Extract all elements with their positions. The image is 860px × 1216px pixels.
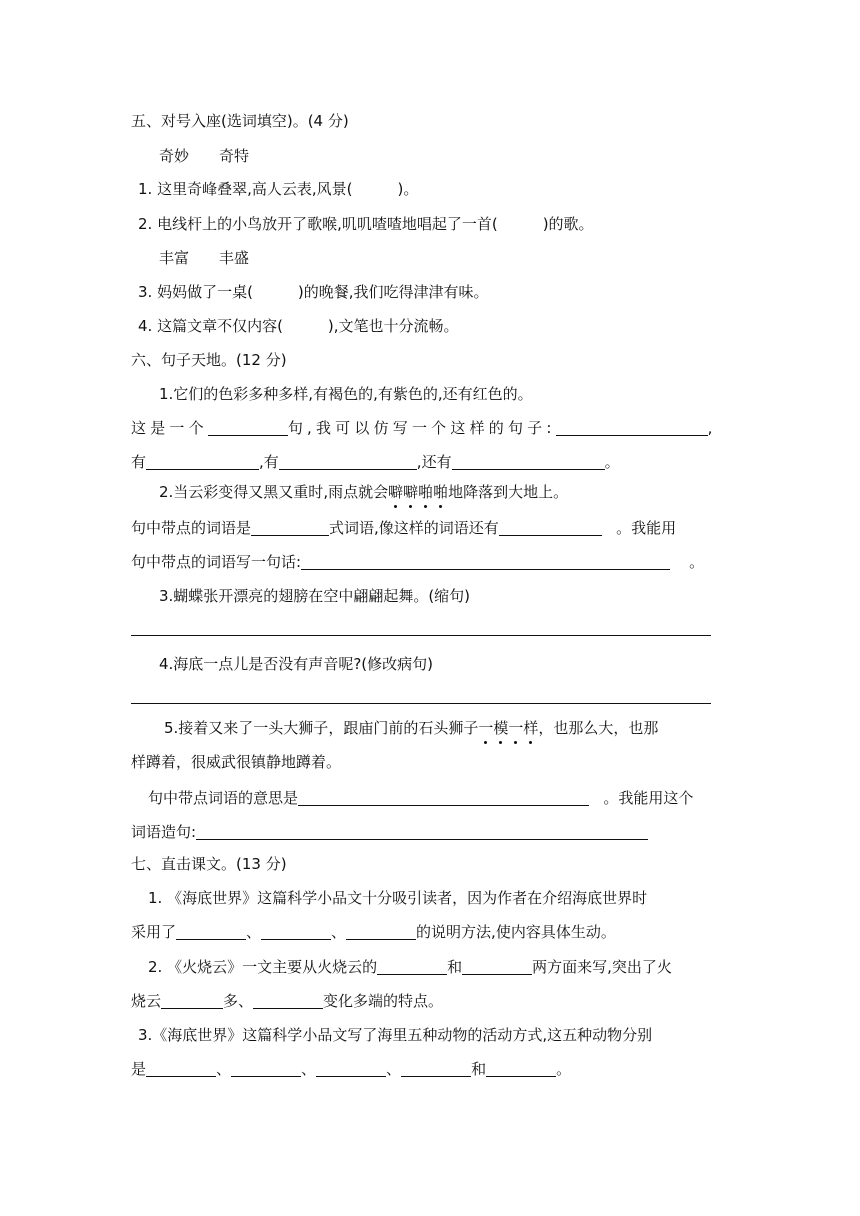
s6-q1-answer-line-1	[131, 418, 717, 438]
blank-aspect-1[interactable]	[377, 958, 447, 975]
dotted-char: 啪	[433, 483, 449, 501]
blank-word-meaning[interactable]	[298, 789, 589, 806]
s6-q5-answer-line-2	[131, 822, 648, 842]
blank-sentence-type[interactable]	[208, 419, 288, 436]
blank-write-sentence[interactable]	[301, 553, 670, 570]
s7q2-a1-text: 烧云	[131, 992, 162, 1010]
s5-question-3: 3. 妈妈做了一桌( )的晚餐,我们吃得津津有味。	[138, 283, 489, 301]
s7q3-a2-text: 、	[216, 1060, 232, 1078]
word-choices-1: 奇妙 奇特	[159, 147, 250, 165]
blank-method-2[interactable]	[261, 923, 331, 940]
blank-animal-5[interactable]	[486, 1060, 556, 1077]
q1-b3-text: ,还有	[416, 453, 452, 471]
s7-q2-answer-line	[131, 991, 443, 1011]
q2-post-text: 地降落到大地上。	[448, 483, 569, 501]
dotted-char: 噼	[388, 483, 404, 501]
dotted-char: 一	[508, 719, 524, 737]
blank-word-form[interactable]	[251, 519, 329, 536]
blank-animal-4[interactable]	[401, 1060, 471, 1077]
s7q3-a6-text: 。	[556, 1060, 572, 1078]
q2-a3-text: 。我能用	[616, 519, 677, 537]
q2-pre-text: 2.当云彩变得又黑又重时,雨点就会	[159, 483, 389, 501]
blank-make-sentence[interactable]	[196, 823, 648, 840]
s6-q5-answer-line-1	[148, 788, 693, 808]
s6-question-4: 4.海底一点儿是否没有声音呢?(修改病句)	[159, 655, 433, 673]
s6-q2-answer-line-1	[131, 518, 676, 538]
dotted-char: 噼	[403, 483, 419, 501]
s6-question-1: 1.它们的色彩多种多样,有褐色的,有紫色的,还有红色的。	[159, 385, 533, 403]
s7q3-a3-text: 、	[301, 1060, 317, 1078]
q5-post-text: ，也那么大，也那	[538, 719, 659, 737]
s7q2-a3-text: 变化多端的特点。	[323, 992, 444, 1010]
section-7-title: 七、直击课文。(13 分)	[131, 855, 287, 873]
s7q3-a5-text: 和	[471, 1060, 487, 1078]
s7-q1-answer-line	[131, 922, 616, 942]
s7q1-a3-text: 、	[331, 923, 347, 941]
blank-you-1[interactable]	[146, 453, 259, 470]
q5-pre-text: 5.接着又来了一头大狮子，跟庙门前的石头狮子	[164, 719, 479, 737]
s7-question-2	[148, 957, 672, 977]
section-6-title: 六、句子天地。(12 分)	[131, 351, 287, 369]
q1-b2-text: ,有	[259, 453, 279, 471]
q2-a1-text: 句中带点的词语是	[131, 519, 252, 537]
blank-method-1[interactable]	[176, 923, 246, 940]
dotted-char: 啪	[418, 483, 434, 501]
s7q1-a2-text: 、	[246, 923, 262, 941]
blank-animal-2[interactable]	[231, 1060, 301, 1077]
q1-b1-text: 有	[131, 453, 147, 471]
blank-feature-1[interactable]	[161, 992, 223, 1009]
blank-animal-1[interactable]	[146, 1060, 216, 1077]
s6-question-2	[159, 482, 568, 502]
q2-b1-text: 句中带点的词语写一句话:	[131, 553, 302, 571]
s5-question-2: 2. 电线杆上的小鸟放开了歌喉,叽叽喳喳地唱起了一首( )的歌。	[138, 215, 594, 233]
s7q1-a1-text: 采用了	[131, 923, 177, 941]
s5-question-1: 1. 这里奇峰叠翠,高人云表,风景( )。	[138, 180, 419, 198]
s7q2-l1c-text: 两方面来写,突出了火	[532, 958, 672, 976]
word-choices-2: 丰富 丰盛	[159, 249, 250, 267]
s7-question-1: 1. 《海底世界》这篇科学小品文十分吸引读者，因为作者在介绍海底世界时	[148, 889, 648, 907]
s6-question-5-line-2: 样蹲着，很威武很镇静地蹲着。	[131, 753, 342, 771]
s7q2-l1a-text: 2. 《火烧云》一文主要从火烧云的	[148, 958, 378, 976]
q5-a2-text: 。我能用这个	[603, 789, 694, 807]
section-5-title: 五、对号入座(选词填空)。(4 分)	[131, 112, 349, 130]
blank-imitation-sentence[interactable]	[556, 419, 708, 436]
blank-similar-words[interactable]	[499, 519, 602, 536]
s7q3-a4-text: 、	[386, 1060, 402, 1078]
dotted-char: 样	[523, 719, 539, 737]
answer-line-correct-sentence[interactable]	[131, 703, 711, 704]
s7q3-a1-text: 是	[131, 1060, 147, 1078]
q5-a1-text: 句中带点词语的意思是	[148, 789, 299, 807]
blank-animal-3[interactable]	[316, 1060, 386, 1077]
blank-method-3[interactable]	[346, 923, 416, 940]
s6-question-5	[164, 718, 658, 738]
dotted-char: 模	[493, 719, 509, 737]
s6-q1-answer-line-2	[131, 452, 620, 472]
s7q2-a2-text: 多、	[223, 992, 254, 1010]
blank-haiyou[interactable]	[452, 453, 605, 470]
q1-a2-text: 句,我可以仿写一个这样的句子:	[287, 419, 556, 437]
s7-question-3: 3.《海底世界》这篇科学小品文写了海里五种动物的活动方式,这五种动物分别	[138, 1026, 653, 1044]
q1-a1-text: 这是一个	[131, 419, 208, 437]
q1-b4-text: 。	[604, 453, 620, 471]
s7q2-l1b-text: 和	[447, 958, 463, 976]
s6-q2-answer-line-2	[131, 552, 704, 572]
q2-b2-text: 。	[689, 553, 705, 571]
q2-a2-text: 式词语,像这样的词语还有	[329, 519, 499, 537]
blank-feature-2[interactable]	[253, 992, 323, 1009]
s5-question-4: 4. 这篇文章不仅内容( ),文笔也十分流畅。	[138, 317, 459, 335]
dotted-char: 一	[478, 719, 494, 737]
s6-question-3: 3.蝴蝶张开漂亮的翅膀在空中翩翩起舞。(缩句)	[159, 587, 471, 605]
q5-b1-text: 词语造句:	[131, 823, 197, 841]
blank-aspect-2[interactable]	[462, 958, 532, 975]
q1-a3-text: ,	[707, 419, 717, 437]
s7q1-a4-text: 的说明方法,使内容具体生动。	[416, 923, 616, 941]
answer-line-shorten[interactable]	[131, 635, 711, 636]
s7-q3-answer-line	[131, 1059, 571, 1079]
blank-you-2[interactable]	[279, 453, 417, 470]
